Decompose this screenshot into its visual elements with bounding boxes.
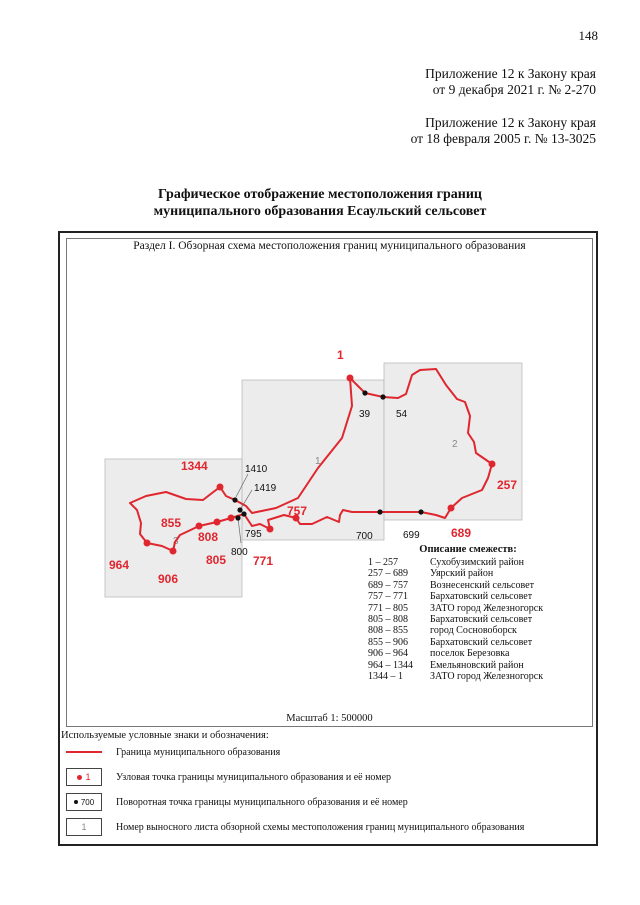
nodal-point xyxy=(144,540,151,547)
appendix-current-line2: от 9 декабря 2021 г. № 2-270 xyxy=(432,82,596,97)
nodal-point xyxy=(267,526,274,533)
nodal-point xyxy=(228,515,235,522)
appendix-original-line1: Приложение 12 к Закону края xyxy=(425,115,596,130)
sheet-number-icon: 1 xyxy=(66,818,102,836)
map-scale: Масштаб 1: 500000 xyxy=(286,713,373,724)
turning-point-icon: 700 xyxy=(66,793,102,811)
adjacency-range: 689 – 757 xyxy=(368,579,408,591)
sheet-label: 2 xyxy=(452,439,458,450)
nodal-point xyxy=(448,505,455,512)
legend-heading: Используемые условные знаки и обозначения: xyxy=(61,730,269,741)
sheet-label: 3 xyxy=(173,536,179,547)
sheet-label: 1 xyxy=(315,456,321,467)
adjacency-range: 964 – 1344 xyxy=(368,659,413,671)
nodal-label: 855 xyxy=(161,516,182,530)
turning-label: 1410 xyxy=(245,464,268,475)
legend-text: Номер выносного листа обзорной схемы местоположения границ муниципального образования xyxy=(116,821,525,833)
turning-point xyxy=(418,509,423,514)
adjacency-rows xyxy=(368,557,568,682)
adjacency-row xyxy=(368,568,568,579)
adjacency-range: 805 – 808 xyxy=(368,614,408,626)
nodal-label: 964 xyxy=(109,558,130,572)
adjacency-row xyxy=(368,637,568,648)
adjacency-range: 1 – 257 xyxy=(368,557,398,568)
document-title-line2: муниципального образования Есаульский сельсовет xyxy=(153,204,487,219)
turning-label: 39 xyxy=(359,409,371,420)
adjacency-title: Описание смежеств: xyxy=(419,544,517,555)
nodal-point xyxy=(170,548,177,555)
adjacency-range: 257 – 689 xyxy=(368,568,408,580)
legend-text: Поворотная точка границы муниципального образования и её номер xyxy=(116,796,408,808)
nodal-label: 906 xyxy=(158,572,179,586)
turning-point xyxy=(237,507,242,512)
nodal-label: 757 xyxy=(287,504,308,518)
adjacency-neighbor: город Сосновоборск xyxy=(430,625,517,637)
nodal-label: 689 xyxy=(451,526,472,540)
nodal-point-icon: 1 xyxy=(66,768,102,786)
nodal-label: 771 xyxy=(253,554,274,568)
adjacency-neighbor: Бархатовский сельсовет xyxy=(430,591,533,603)
adjacency-neighbor: Емельяновский район xyxy=(430,659,524,671)
turning-label: 795 xyxy=(245,529,262,540)
adjacency-range: 1344 – 1 xyxy=(368,671,403,683)
adjacency-range: 771 – 805 xyxy=(368,602,408,614)
turning-point xyxy=(235,515,240,520)
adjacency-neighbor: Бархатовский сельсовет xyxy=(430,614,533,626)
appendix-current xyxy=(425,66,596,98)
turning-point xyxy=(377,509,382,514)
turning-label: 54 xyxy=(396,409,408,420)
turning-label: 699 xyxy=(403,530,420,541)
adjacency-neighbor: поселок Березовка xyxy=(430,648,510,660)
adjacency-neighbor: Бархатовский сельсовет xyxy=(430,636,533,648)
adjacency-range: 855 – 906 xyxy=(368,636,408,648)
adjacency-neighbor: Вознесенский сельсовет xyxy=(430,579,534,591)
turning-point xyxy=(232,497,237,502)
sheet-1-area xyxy=(242,380,384,540)
legend-text: Граница муниципального образования xyxy=(116,746,281,758)
legend-text: Узловая точка границы муниципального образования и её номер xyxy=(116,771,392,783)
section-title: Раздел I. Обзорная схема местоположения границ муниципального образования xyxy=(133,240,526,252)
adjacency-neighbor: ЗАТО город Железногорск xyxy=(430,671,544,683)
adjacency-row xyxy=(368,591,568,602)
legend-item-turning xyxy=(66,792,408,812)
adjacency-neighbor: Уярский район xyxy=(430,568,494,580)
nodal-label: 1 xyxy=(337,348,344,362)
adjacency-table xyxy=(368,544,568,682)
appendix-original-line2: от 18 февраля 2005 г. № 13-3025 xyxy=(410,131,596,146)
adjacency-row xyxy=(368,580,568,591)
legend-item-sheet xyxy=(66,817,524,837)
adjacency-range: 808 – 855 xyxy=(368,625,408,637)
boundary-line-icon xyxy=(66,751,102,753)
legend-item-boundary xyxy=(66,742,280,762)
adjacency-neighbor: Сухобузимский район xyxy=(430,557,525,568)
adjacency-row xyxy=(368,614,568,625)
adjacency-neighbor: ЗАТО город Железногорск xyxy=(430,602,544,614)
nodal-label: 805 xyxy=(206,553,227,567)
nodal-label: 1344 xyxy=(181,459,208,473)
document-title-line1: Графическое отображение местоположения границ xyxy=(158,187,482,202)
page-number: 148 xyxy=(578,28,598,43)
turning-label: 1419 xyxy=(254,483,277,494)
adjacency-row xyxy=(368,648,568,659)
turning-label: 700 xyxy=(356,531,373,542)
turning-point xyxy=(362,390,367,395)
turning-point xyxy=(380,394,385,399)
adjacency-range: 757 – 771 xyxy=(368,591,408,603)
appendix-current-line1: Приложение 12 к Закону края xyxy=(425,66,596,81)
adjacency-row xyxy=(368,660,568,671)
adjacency-row xyxy=(368,557,568,568)
adjacency-row xyxy=(368,603,568,614)
document-title xyxy=(0,186,640,220)
turning-point xyxy=(241,511,246,516)
legend-item-nodal xyxy=(66,767,391,787)
adjacency-row xyxy=(368,671,568,682)
nodal-point xyxy=(489,461,496,468)
nodal-point xyxy=(347,375,354,382)
nodal-point xyxy=(214,519,221,526)
turning-label: 800 xyxy=(231,547,248,558)
nodal-label: 257 xyxy=(497,478,518,492)
adjacency-range: 906 – 964 xyxy=(368,648,408,660)
nodal-label: 808 xyxy=(198,530,219,544)
nodal-point xyxy=(196,523,203,530)
nodal-point xyxy=(217,484,224,491)
appendix-original xyxy=(411,115,596,147)
adjacency-row xyxy=(368,625,568,636)
